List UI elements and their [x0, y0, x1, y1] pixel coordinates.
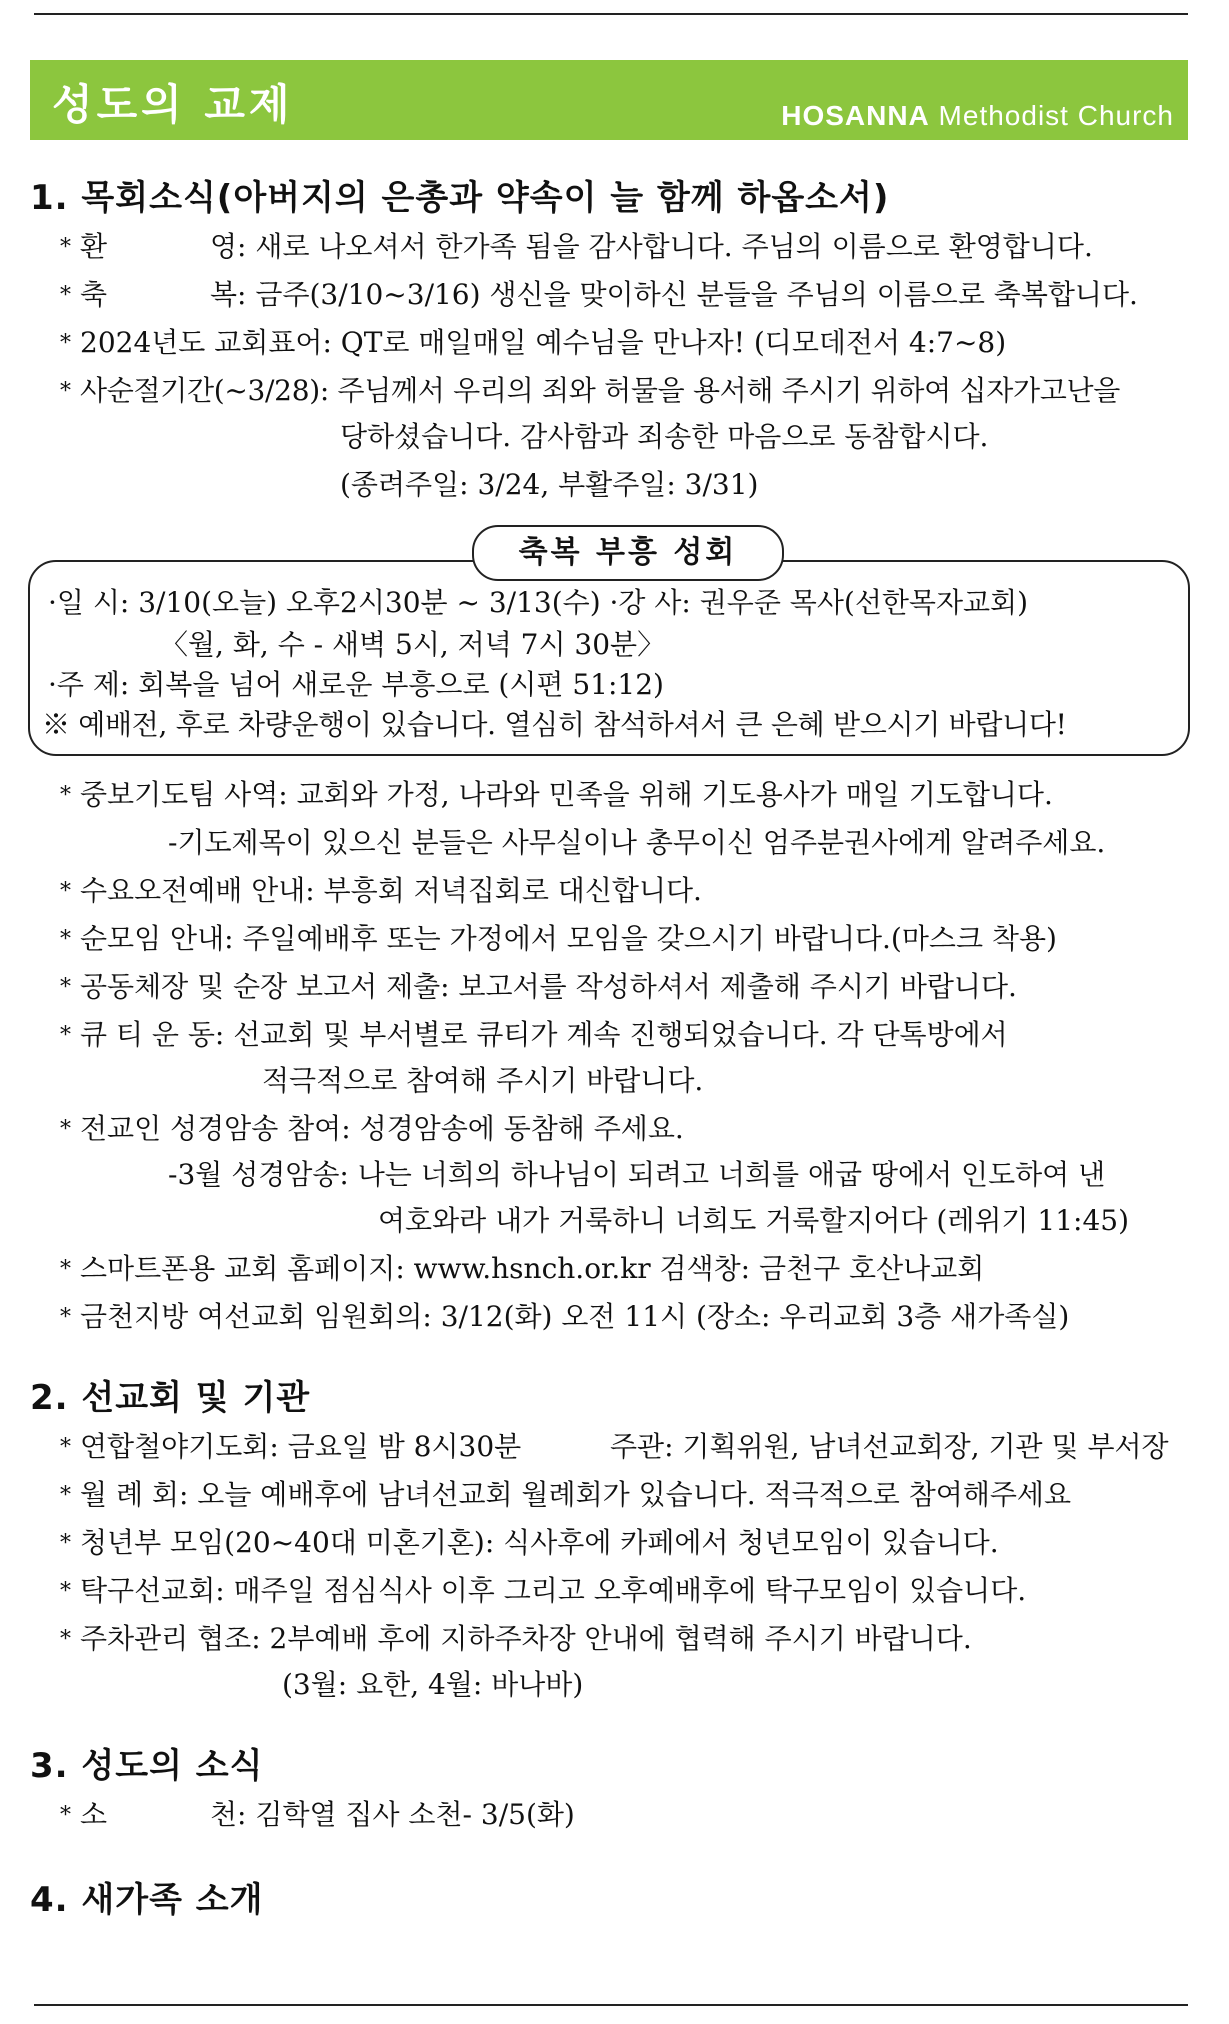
asterisk-icon: * — [60, 975, 71, 1000]
welcome-label-b: 영: — [210, 230, 247, 263]
welcome-text: 새로 나오셔서 한가족 됨을 감사합니다. 주님의 이름으로 환영합니다. — [255, 230, 1093, 263]
passing-text: 김학열 집사 소천- 3/5(화) — [255, 1798, 575, 1831]
memorize-text-1: 전교인 성경암송 참여: 성경암송에 동참해 주세요. — [80, 1112, 684, 1145]
parking-line-1 — [60, 1624, 972, 1655]
blessing-line — [60, 280, 1138, 311]
section2-heading: 2. 선교회 및 기관 — [30, 1378, 311, 1418]
overnight-right: 주관: 기획위원, 남녀선교회장, 기관 및 부서장 — [610, 1430, 1169, 1463]
intercession-line-2: -기도제목이 있으신 분들은 사무실이나 총무이신 엄주분권사에게 알려주세요. — [168, 826, 1106, 859]
report-text: 공동체장 및 순장 보고서 제출: 보고서를 작성하셔서 제출해 주시기 바랍니다. — [80, 970, 1017, 1003]
pingpong-line — [60, 1576, 1026, 1607]
overnight-line — [60, 1432, 521, 1463]
asterisk-icon: * — [60, 331, 71, 356]
lent-text-1: 사순절기간(~3/28): 주님께서 우리의 죄와 허물을 용서해 주시기 위하여 십자가고난을 — [80, 374, 1120, 407]
asterisk-icon: * — [60, 379, 71, 404]
qt-text-1: 큐 티 운 동: 선교회 및 부서별로 큐티가 계속 진행되었습니다. 각 단톡방에서 — [80, 1018, 1008, 1051]
asterisk-icon: * — [60, 783, 71, 808]
bottom-rule — [34, 2004, 1188, 2006]
district-line — [60, 1302, 1069, 1333]
passing-label-a: 소 — [80, 1798, 108, 1831]
intercession-line-1 — [60, 780, 1053, 811]
lent-line-3: (종려주일: 3/24, 부활주일: 3/31) — [340, 468, 759, 501]
asterisk-icon: * — [60, 1803, 71, 1828]
asterisk-icon: * — [60, 1117, 71, 1142]
qt-line-2: 적극적으로 참여해 주시기 바랍니다. — [262, 1064, 704, 1097]
parking-text-1: 주차관리 협조: 2부예배 후에 지하주차장 안내에 협력해 주시기 바랍니다. — [80, 1622, 972, 1655]
qt-line-1 — [60, 1020, 1008, 1051]
revival-line-3: ·주 제: 회복을 넘어 새로운 부흥으로 (시편 51:12) — [48, 668, 664, 701]
blessing-label-a: 축 — [80, 278, 108, 311]
blessing-label-b: 복: — [210, 278, 247, 311]
intercession-text-1: 중보기도팀 사역: 교회와 가정, 나라와 민족을 위해 기도용사가 매일 기도합니다. — [80, 778, 1053, 811]
asterisk-icon: * — [60, 927, 71, 952]
banner-title: 성도의 교제 — [52, 80, 294, 129]
report-line — [60, 972, 1017, 1003]
revival-title: 축복 부흥 성회 — [472, 525, 784, 581]
homepage-text: 스마트폰용 교회 홈페이지: www.hsnch.or.kr 검색창: 금천구 호산나교회 — [80, 1252, 985, 1285]
revival-line-1: ·일 시: 3/10(오늘) 오후2시30분 ~ 3/13(수) ·강 사: 권우준 목사(선한목자교회) — [48, 586, 1029, 619]
pingpong-text: 탁구선교회: 매주일 점심식사 이후 그리고 오후예배후에 탁구모임이 있습니다. — [80, 1574, 1027, 1607]
revival-line-2: 〈월, 화, 수 - 새벽 5시, 저녁 7시 30분〉 — [160, 628, 666, 661]
asterisk-icon: * — [60, 283, 71, 308]
asterisk-icon: * — [60, 1257, 71, 1282]
youth-line — [60, 1528, 999, 1559]
overnight-left: 연합철야기도회: 금요일 밤 8시30분 — [80, 1430, 522, 1463]
asterisk-icon: * — [60, 1531, 71, 1556]
monthly-text: 월 례 회: 오늘 예배후에 남녀선교회 월례회가 있습니다. 적극적으로 참여해주세요 — [80, 1478, 1072, 1511]
asterisk-icon: * — [60, 879, 71, 904]
cell-meeting-text: 순모임 안내: 주일예배후 또는 가정에서 모임을 갖으시기 바랍니다.(마스크 착용) — [80, 922, 1057, 955]
welcome-line — [60, 232, 1093, 263]
blessing-text: 금주(3/10~3/16) 생신을 맞이하신 분들을 주님의 이름으로 축복합니다. — [255, 278, 1138, 311]
wednesday-line — [60, 876, 702, 907]
asterisk-icon: * — [60, 235, 71, 260]
section4-heading: 4. 새가족 소개 — [30, 1880, 264, 1920]
welcome-label-a: 환 — [80, 230, 108, 263]
asterisk-icon: * — [60, 1483, 71, 1508]
church-name-bold: HOSANNA — [781, 100, 930, 131]
revival-line-4: ※ 예배전, 후로 차량운행이 있습니다. 열심히 참석하셔서 큰 은혜 받으시기 바랍니다! — [42, 708, 1067, 741]
passing-label-b: 천: — [210, 1798, 247, 1831]
asterisk-icon: * — [60, 1435, 71, 1460]
top-rule — [34, 13, 1188, 15]
district-text: 금천지방 여선교회 임원회의: 3/12(화) 오전 11시 (장소: 우리교회 3층 새가족실) — [80, 1300, 1070, 1333]
asterisk-icon: * — [60, 1627, 71, 1652]
asterisk-icon: * — [60, 1305, 71, 1330]
asterisk-icon: * — [60, 1579, 71, 1604]
cell-meeting-line — [60, 924, 1057, 955]
lent-line-2: 당하셨습니다. 감사함과 죄송한 마음으로 동참합시다. — [340, 420, 989, 453]
motto-line — [60, 328, 1006, 359]
asterisk-icon: * — [60, 1023, 71, 1048]
section1-heading: 1. 목회소식(아버지의 은총과 약속이 늘 함께 하옵소서) — [30, 178, 890, 218]
wednesday-text: 수요오전예배 안내: 부흥회 저녁집회로 대신합니다. — [80, 874, 702, 907]
memorize-line-3: 여호와라 내가 거룩하니 너희도 거룩할지어다 (레위기 11:45) — [378, 1204, 1129, 1237]
lent-line-1 — [60, 376, 1120, 407]
monthly-line — [60, 1480, 1071, 1511]
homepage-line — [60, 1254, 984, 1285]
parking-line-2: (3월: 요한, 4월: 바나바) — [282, 1668, 584, 1701]
church-name — [781, 100, 1174, 132]
memorize-line-2: -3월 성경암송: 나는 너희의 하나님이 되려고 너희를 애굽 땅에서 인도하여 낸 — [168, 1158, 1106, 1191]
church-name-rest: Methodist Church — [929, 100, 1174, 131]
youth-text: 청년부 모임(20~40대 미혼기혼): 식사후에 카페에서 청년모임이 있습니다. — [80, 1526, 999, 1559]
motto-text: 2024년도 교회표어: QT로 매일매일 예수님을 만나자! (디모데전서 4:7~8) — [80, 326, 1007, 359]
passing-line — [60, 1800, 575, 1831]
memorize-line-1 — [60, 1114, 684, 1145]
section-banner — [30, 60, 1188, 140]
section3-heading: 3. 성도의 소식 — [30, 1746, 264, 1786]
